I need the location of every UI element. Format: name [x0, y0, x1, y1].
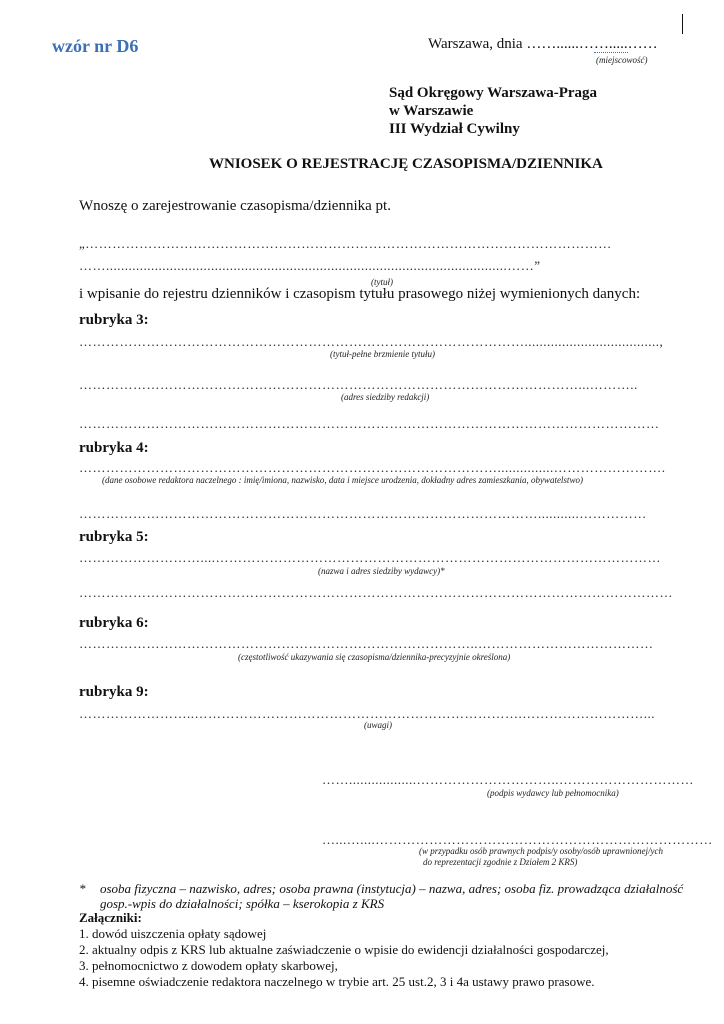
rubryka-6-heading: rubryka 6:: [79, 615, 149, 631]
title-caption: (tytuł): [371, 277, 393, 287]
city-date-text: Warszawa, dnia ……......…: [428, 36, 594, 52]
title-field-line-1[interactable]: „………………………………………………………………………………………………………: [79, 236, 612, 251]
attachment-item-2: 2. aktualny odpis z KRS lub aktualne zaświadczenie o wpisie do ewidencji działalności gospodarczej,: [79, 942, 609, 957]
registry-text: i wpisanie do rejestru dzienników i czasopism tytułu prasowego niżej wymienionych danych:: [79, 286, 641, 302]
title-field-line-2[interactable]: ……...........................................................................................................……”: [79, 258, 541, 273]
rubryka-9-caption-1: (uwagi): [364, 720, 392, 730]
rubryka-5-field-1[interactable]: ………………………....………………………………………………………………………………………: [79, 550, 661, 565]
place-caption: (miejscowość): [596, 55, 648, 65]
legal-entity-signature-caption-2: do reprezentacji zgodnie z Działem 2 KRS): [423, 857, 578, 867]
publisher-signature-field[interactable]: ……..................…………………………..…………………………: [322, 772, 694, 787]
rubryka-3-field-3[interactable]: …………………………………………………………………………………………………………………: [79, 416, 660, 431]
rubryka-5-field-2[interactable]: ……………………………………………………………………………………………………………………: [79, 585, 673, 600]
rubryka-3-caption-2: (adres siedziby redakcji): [341, 392, 430, 402]
form-label: wzór nr D6: [52, 36, 139, 56]
rubryka-6-field-1[interactable]: ……………………………………………………………………………..…………………………………: [79, 636, 654, 651]
court-line-1: Sąd Okręgowy Warszawa-Praga: [389, 85, 598, 101]
city-date-underlined: ….....: [593, 36, 628, 52]
rubryka-4-heading: rubryka 4:: [79, 440, 149, 456]
attachment-item-1: 1. dowód uiszczenia opłaty sądowej: [79, 926, 267, 941]
court-line-3: III Wydział Cywilny: [389, 121, 520, 137]
legal-entity-signature-field[interactable]: …...…....…………………………………………………………………: [322, 832, 713, 847]
attachment-item-4: 4. pisemne oświadczenie redaktora naczelnego w trybie art. 25 ust.2, 3 i 4a ustawy prawo prasowe.: [79, 974, 595, 989]
rubryka-5-caption-1: (nazwa i adres siedziby wydawcy)*: [318, 566, 445, 576]
rubryka-6-caption-1: (częstotliwość ukazywania się czasopisma/dziennika-precyzyjnie określona): [238, 652, 511, 662]
document-title: WNIOSEK O REJESTRACJĘ CZASOPISMA/DZIENNIKA: [209, 156, 603, 172]
footnote-line-2: gosp.-wpis do działalności; spółka – kserokopia z KRS: [100, 896, 385, 911]
rubryka-5-heading: rubryka 5:: [79, 529, 149, 545]
court-line-2: w Warszawie: [389, 103, 474, 119]
city-date-tail: ……: [627, 36, 658, 52]
footnote-marker: *: [79, 881, 86, 896]
text-cursor: [682, 14, 683, 34]
attachments-title: Załączniki:: [79, 910, 142, 925]
publisher-signature-caption: (podpis wydawcy lub pełnomocnika): [487, 788, 619, 798]
rubryka-3-field-1[interactable]: ………………………………………………………………………………………....................................,: [79, 334, 664, 349]
rubryka-4-field-2[interactable]: …………………………………………………………………………………………...........……………: [79, 506, 647, 521]
rubryka-9-heading: rubryka 9:: [79, 684, 149, 700]
rubryka-4-caption-1: (dane osobowe redaktora naczelnego : imię/imiona, nazwisko, data i miejsce urodzenia, dokładny adres zamieszkania, obywatelstwo): [102, 475, 583, 485]
footnote-line-1: osoba fizyczna – nazwisko, adres; osoba prawna (instytucja) – nazwa, adres; osoba fiz. prowadząca działalność: [100, 881, 684, 896]
city-date-line[interactable]: [428, 36, 658, 53]
court-address: [389, 84, 597, 138]
rubryka-3-caption-1: (tytuł-pełne brzmienie tytułu): [330, 349, 435, 359]
intro-text: Wnoszę o zarejestrowanie czasopisma/dziennika pt.: [79, 198, 391, 214]
attachment-item-3: 3. pełnomocnictwo z dowodem opłaty skarbowej,: [79, 958, 338, 973]
rubryka-3-field-2[interactable]: …………………………………………………………………………………………………...………..: [79, 377, 638, 392]
rubryka-9-field-1[interactable]: ……………………..……………………………………………………………….………………………...: [79, 706, 655, 721]
rubryka-4-field-1[interactable]: …………………………………………………………………………………...............…………………….: [79, 460, 666, 475]
legal-entity-signature-caption-1: (w przypadku osób prawnych podpis/y osoby/osób uprawnionej/ych: [419, 846, 663, 856]
rubryka-3-heading: rubryka 3:: [79, 312, 149, 328]
